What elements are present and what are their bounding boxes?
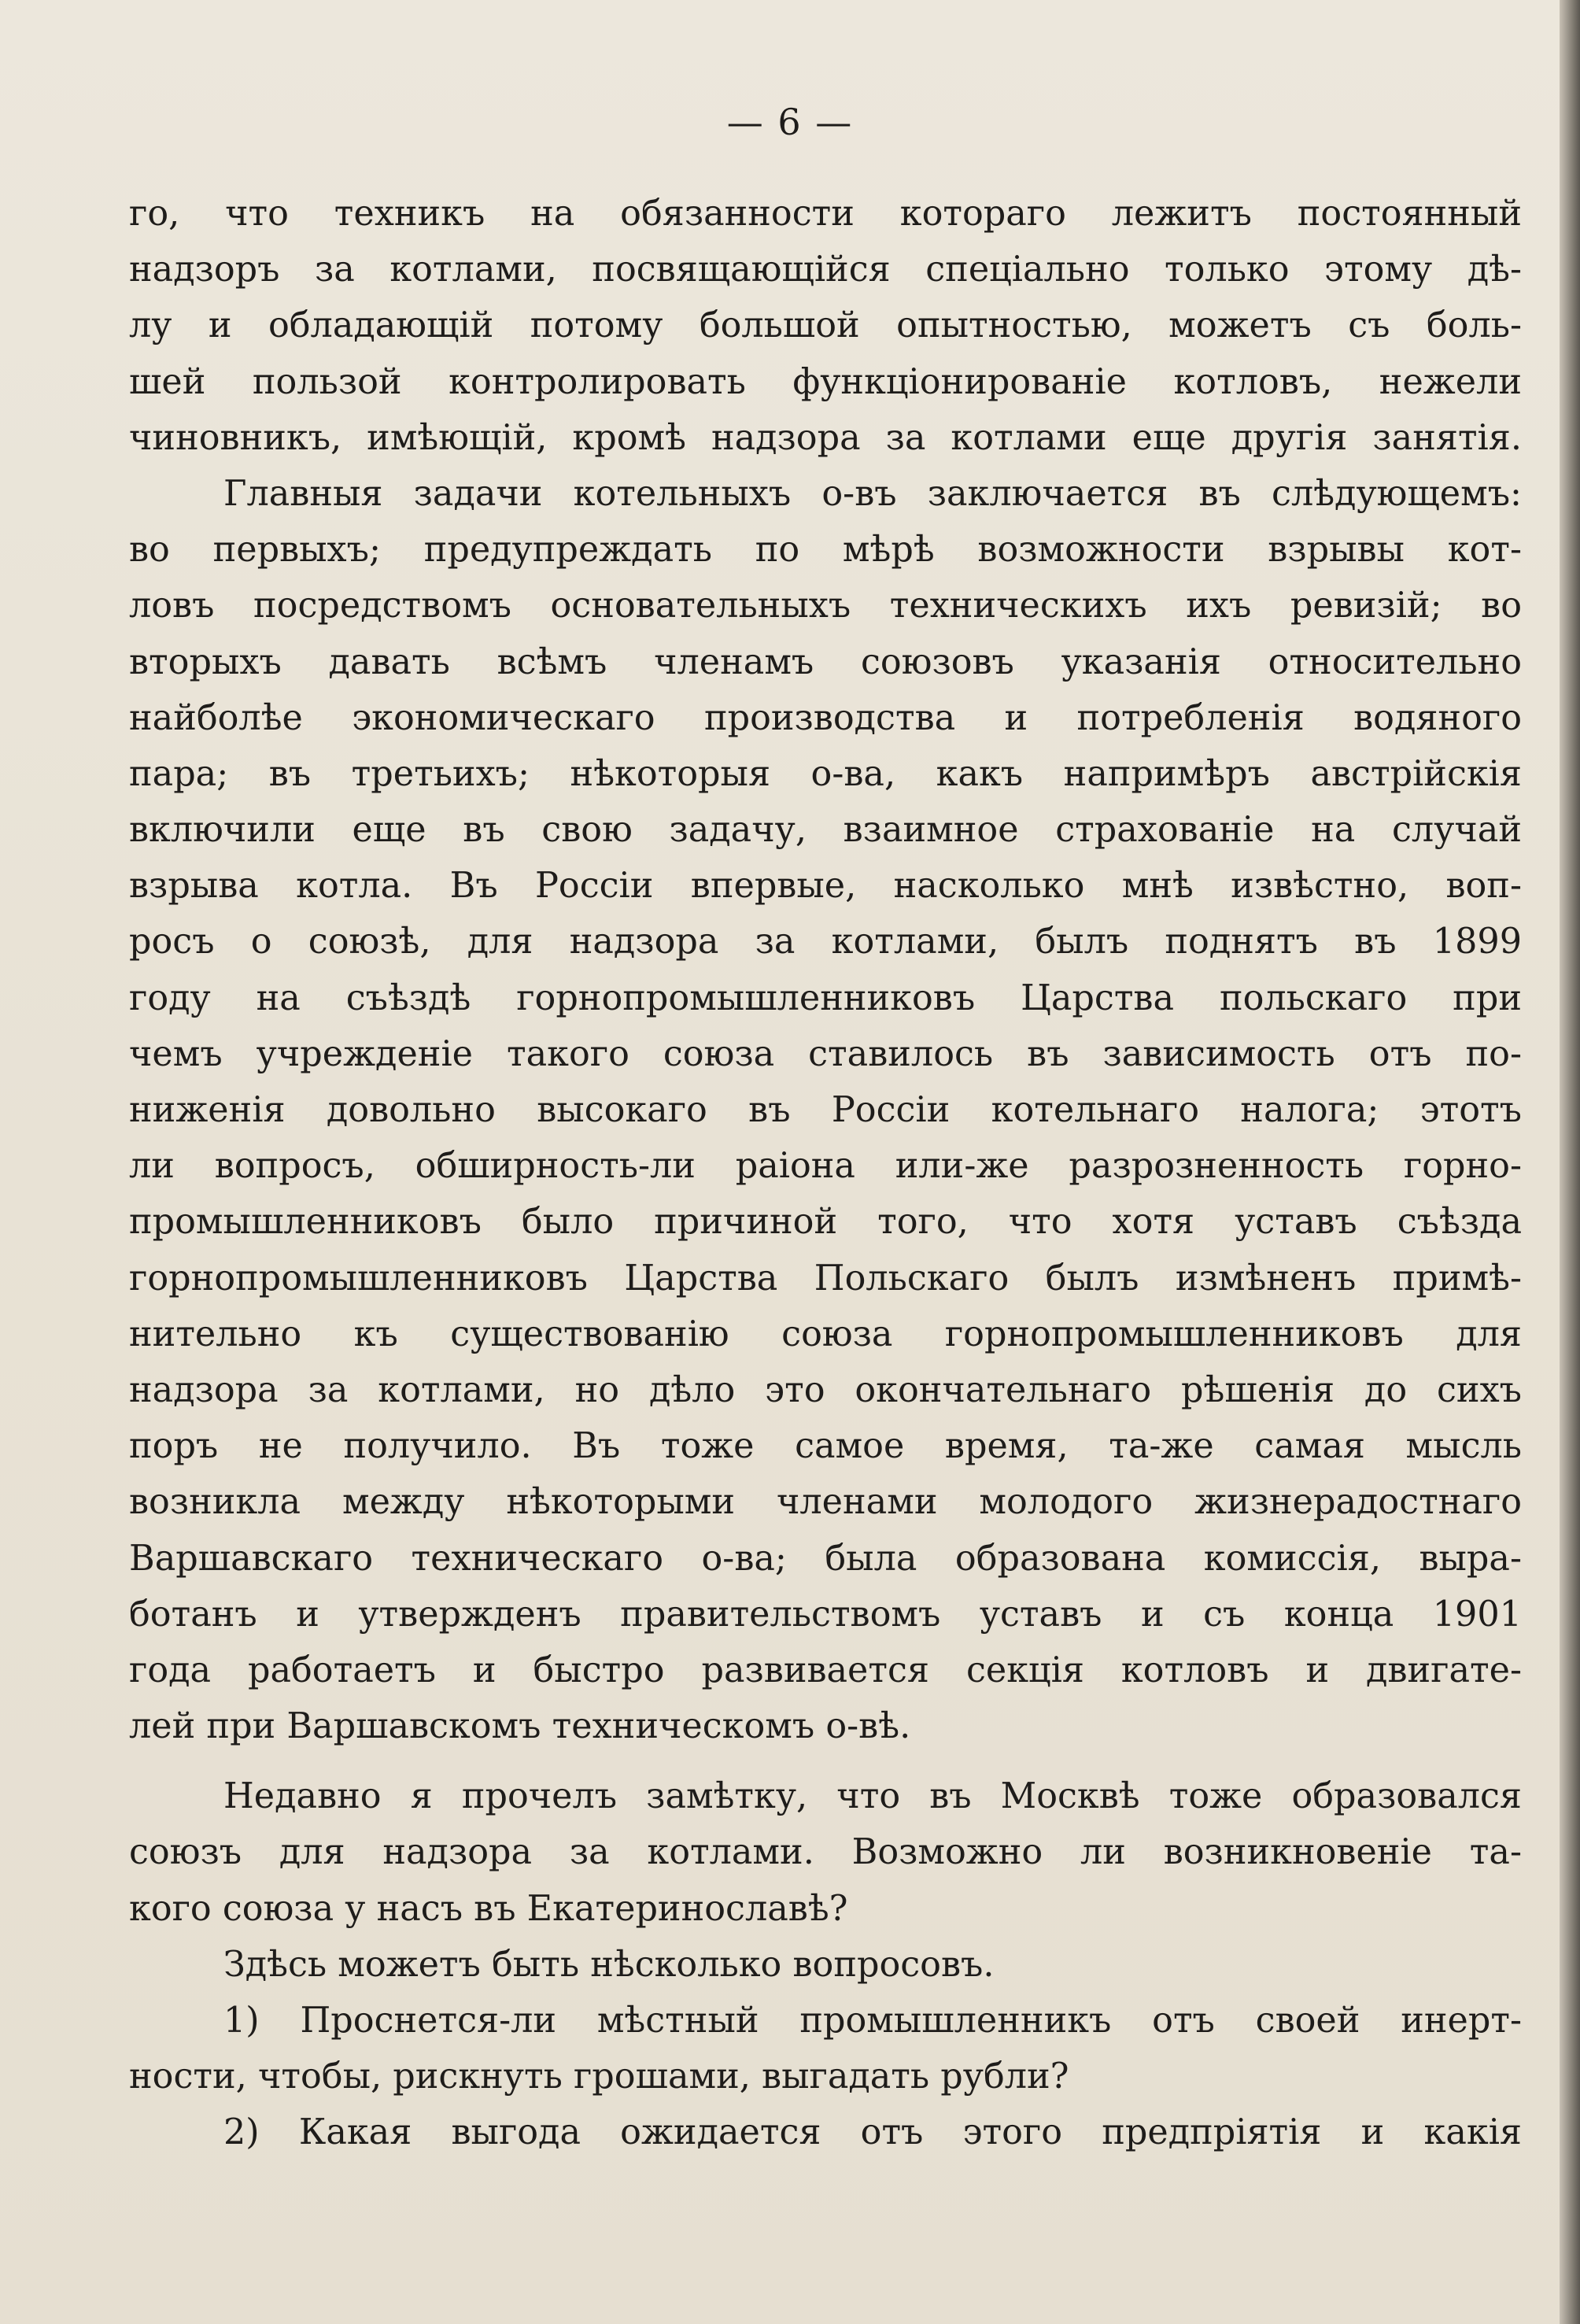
text-line: пара; въ третьихъ; нѣкоторыя о-ва, какъ напримѣръ австрійскія (129, 753, 1522, 794)
text-line: Варшавскаго техническаго о-ва; была образована комиссія, выра- (129, 1538, 1522, 1579)
text-line: шей пользой контролировать функціонированіе котловъ, нежели (129, 361, 1522, 402)
text-line: Главныя задачи котельныхъ о-въ заключается въ слѣдующемъ: (223, 473, 1522, 514)
text-line: взрыва котла. Въ Россіи впервые, насколько мнѣ извѣстно, воп- (129, 866, 1522, 907)
text-line: поръ не получило. Въ тоже самое время, та-же самая мысль (129, 1426, 1522, 1467)
paragraph (129, 186, 1522, 466)
paragraph (129, 466, 1522, 1754)
text-line: надзоръ за котлами, посвящающійся спеціально только этому дѣ- (129, 249, 1522, 290)
text-line: нительно къ существованію союза горнопромышленниковъ для (129, 1313, 1522, 1354)
page-edge-shadow (1560, 0, 1580, 2324)
text-line: росъ о союзѣ, для надзора за котлами, былъ поднятъ въ 1899 (129, 922, 1522, 962)
text-line: союзъ для надзора за котлами. Возможно ли возникновеніе та- (129, 1832, 1522, 1873)
text-line: 1) Проснется-ли мѣстный промышленникъ отъ своей инерт- (223, 2001, 1522, 2041)
text-line: лу и обладающій потому большой опытностью, можетъ съ боль- (129, 305, 1522, 346)
text-line: ли вопросъ, обширность-ли раіона или-же разрозненность горно- (129, 1146, 1522, 1187)
paragraph (129, 1993, 1522, 2104)
text-line: Здѣсь можетъ быть нѣсколько вопросовъ. (223, 1944, 995, 1985)
text-line: лей при Варшавскомъ техническомъ о-вѣ. (129, 1706, 911, 1747)
text-line: году на съѣздѣ горнопромышленниковъ Царства польскаго при (129, 977, 1522, 1018)
text-line: ботанъ и утвержденъ правительствомъ уставъ и съ конца 1901 (129, 1594, 1522, 1635)
paragraph (129, 2104, 1522, 2160)
text-line: чиновникъ, имѣющій, кромѣ надзора за котлами еще другія занятія. (129, 417, 1522, 458)
text-line: 2) Какая выгода ожидается отъ этого предпріятія и какія (223, 2112, 1522, 2153)
text-line: промышленниковъ было причиной того, что хотя уставъ съѣзда (129, 1202, 1522, 1243)
paragraph (129, 1768, 1522, 1937)
text-line: чемъ учрежденіе такого союза ставилось въ зависимость отъ по- (129, 1033, 1522, 1074)
paragraph (129, 1937, 1522, 1993)
text-line: года работаетъ и быстро развивается секція котловъ и двигате- (129, 1650, 1522, 1690)
text-line: вторыхъ давать всѣмъ членамъ союзовъ указанія относительно (129, 641, 1522, 682)
text-line: Недавно я прочелъ замѣтку, что въ Москвѣ тоже образовался (223, 1776, 1522, 1817)
text-line: горнопромышленниковъ Царства Польскаго былъ измѣненъ примѣ- (129, 1258, 1522, 1299)
text-line: во первыхъ; предупреждать по мѣрѣ возможности взрывы кот- (129, 530, 1522, 571)
text-line: го, что техникъ на обязанности котораго лежитъ постоянный (129, 194, 1522, 234)
body-text (129, 186, 1522, 2161)
text-line: найболѣе экономическаго производства и потребленія водяного (129, 697, 1522, 738)
page-number: — 6 — (726, 101, 854, 143)
text-line: возникла между нѣкоторыми членами молодого жизнерадостнаго (129, 1482, 1522, 1523)
text-line: кого союза у насъ въ Екатеринославѣ? (129, 1888, 848, 1929)
text-line: включили еще въ свою задачу, взаимное страхованіе на случай (129, 810, 1522, 851)
text-line: ниженія довольно высокаго въ Россіи котельнаго налога; этотъ (129, 1090, 1522, 1130)
text-line: надзора за котлами, но дѣло это окончательнаго рѣшенія до сихъ (129, 1369, 1522, 1410)
text-line: ловъ посредствомъ основательныхъ техническихъ ихъ ревизій; во (129, 586, 1522, 626)
text-line: ности, чтобы, рискнуть грошами, выгадать рубли? (129, 2056, 1069, 2097)
